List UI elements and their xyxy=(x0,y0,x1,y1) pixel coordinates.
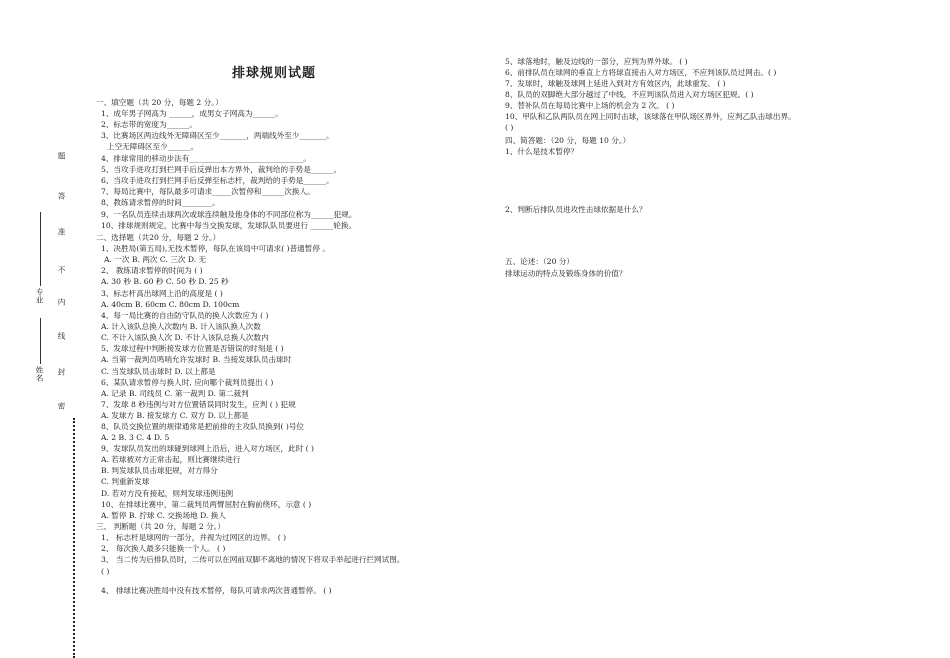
left-line: 1、决胜局(第五局),无技术暂停，每队在该局中可请求( )普通暂停 。 xyxy=(101,244,330,253)
left-line: 2、标志带的宽度为______。 xyxy=(101,120,197,129)
left-line: 7、发球 8 秒违例与对方位置错误同时发生，应判 ( ) 犯规 xyxy=(101,400,296,409)
left-line: 2、 每次换人最多只能换一个人。 ( ) xyxy=(101,544,226,553)
right-line: 10、甲队和乙队两队员在网上同时击球，该球落在甲队场区界外，应判乙队击球出界。 xyxy=(505,112,796,121)
left-line: B. 判发球队员击球犯规，对方得分 xyxy=(101,466,218,475)
right-line: 1、什么是技术暂停？ xyxy=(505,147,579,156)
left-line: 10、排球规则规定，比赛中每当交换发球，发球队队员要进行 ______轮换。 xyxy=(101,221,357,230)
left-line: A. 40cm B. 60cm C. 80cm D. 100cm xyxy=(101,300,240,309)
left-line: A. 若球被对方正常击起，则比赛继续进行 xyxy=(101,455,241,464)
right-line: 四、简答题：（20 分，每题 10 分。） xyxy=(505,136,631,145)
right-line: 5、球落地时，触及边线的一部分，应判为界外球。 ( ) xyxy=(505,57,688,66)
right-line: 8、队员的双脚绝大部分越过了中线，不应判该队员进入对方场区犯规。( ) xyxy=(505,90,754,99)
left-line: 8、教练请求暂停的时间________。 xyxy=(101,198,220,207)
left-line: A. 当第一裁判员鸣哨允许发球时 B. 当接发球队员击球时 xyxy=(101,355,292,364)
right-line: 排球运动的特点及锻炼身体的价值？ xyxy=(505,269,627,278)
left-line: 三、 判断题（共 20 分，每题 2 分。） xyxy=(96,522,226,531)
left-line: 4、 排球比赛决胜局中没有技术暂停，每队可请求两次普通暂停。 ( ) xyxy=(101,586,332,595)
left-line: 8、队员交换位置的规律通常是把前排的主攻队员换到( )号位 xyxy=(101,422,305,431)
right-line: 7、发球时，球触及球网上延进入到对方有效区内，此球重发。 ( ) xyxy=(505,79,726,88)
left-line: 2、 教练请求暂停的时间为 ( ) xyxy=(101,266,203,275)
right-line: ( ) xyxy=(505,123,514,132)
seal-char-5: 内 xyxy=(57,298,66,306)
left-line: A. 发球方 B. 接发球方 C. 双方 D. 以上都是 xyxy=(101,411,249,420)
major-field-line xyxy=(40,212,41,286)
seal-char-2: 答 xyxy=(57,192,66,200)
left-line: A. 记录 B. 司线员 C. 第一裁判 D. 第二裁判 xyxy=(101,389,249,398)
left-line: A. 2 B. 3 C. 4 D. 5 xyxy=(101,433,170,442)
left-line: 3、比赛场区两边线外无障碍区至少_______，两端线外至少_______。 xyxy=(101,131,334,140)
left-line: A. 一次 B. 两次 C. 三次 D. 无 xyxy=(104,255,207,264)
exam-title: 排球规则试题 xyxy=(232,66,317,81)
seal-char-1: 题 xyxy=(57,152,66,160)
name-label: 姓名 xyxy=(35,366,44,382)
left-line: C. 判重新发球 xyxy=(101,477,150,486)
left-line: 二、选择题（共20 分，每题 2 分。） xyxy=(96,233,221,242)
left-line: 3、 当二传为后排队员时，二传可以在网前双脚不离地的情况下将双手举起进行拦网试图。 xyxy=(101,555,405,564)
right-line: 6、前排队员在球网的垂直上方将球直接击入对方场区，不应判该队员过网击。( ) xyxy=(505,68,777,77)
left-line: A. 30 秒 B. 60 秒 C. 50 秒 D. 25 秒 xyxy=(101,277,229,286)
left-line: 3、标志杆高出球网上沿的高度是 ( ) xyxy=(101,289,223,298)
left-line: 一、填空题（共 20 分，每题 2 分。） xyxy=(96,98,223,107)
left-line: 9、发球队员发出的球碰到球网上沿后，进入对方场区，此时 ( ) xyxy=(101,444,315,453)
name-field-line xyxy=(40,318,41,364)
left-line: 7、每局比赛中，每队最多可请求_____次暂停和______次换人。 xyxy=(101,187,315,196)
left-line: 1、成年男子网高为 ______，成男女子网高为______。 xyxy=(101,109,283,118)
left-line: A. 暂停 B. 拧球 C. 交换场地 D. 换人 xyxy=(101,511,226,520)
left-line: C. 不计入该队换人次 D. 不计入该队总换人次数内 xyxy=(101,333,269,342)
left-line: 上空无障碍区至少______。 xyxy=(107,142,199,151)
left-line: D. 若对方没有接起，则判发球违例违例 xyxy=(101,489,234,498)
left-line: 6、当攻手进攻打到拦网手后反弹至标志杆，裁判给的手势是______。 xyxy=(101,176,334,185)
left-line: 5、发球过程中判断接发球方位置是否错误的时刻是 ( ) xyxy=(101,344,284,353)
left-line: 1、 标志杆是球网的一部分，并视为过网区的边界。 ( ) xyxy=(101,533,287,542)
seal-char-6: 线 xyxy=(57,332,66,340)
left-line: 9、一名队员连续击球两次或球连续触及他身体的不同部位称为______犯规。 xyxy=(101,210,357,219)
left-line: C. 当发球队员击球时 D. 以上都是 xyxy=(101,367,216,376)
seal-char-3: 准 xyxy=(57,228,66,236)
left-line: 4、每一局比赛的自由防守队员的换人次数应为 ( ) xyxy=(101,311,269,320)
left-line: 6、某队请求暂停与换人时, 应向哪个裁判员提出 ( ) xyxy=(101,378,274,387)
seal-char-8: 密 xyxy=(57,402,66,410)
left-line: 10、在排球比赛中，第二裁判员两臂屈肘在胸前绕环，示意 ( ) xyxy=(101,500,312,509)
seal-char-4: 不 xyxy=(57,266,66,274)
left-line: 5、当攻手进攻打到拦网手后反弹出本方界外，裁判给的手势是______。 xyxy=(101,165,342,174)
right-line: 2、判断后排队员进攻性击球依据是什么？ xyxy=(505,205,647,214)
left-line: ( ) xyxy=(101,567,110,576)
left-line: A. 计入该队总换人次数内 B. 计入该队换人次数 xyxy=(101,322,261,331)
right-line: 五、论述：（20 分） xyxy=(505,257,575,266)
major-label: 专业 xyxy=(35,288,44,304)
seal-char-7: 封 xyxy=(57,368,66,376)
right-line: 9、替补队员在每局比赛中上场的机会为 2 次。 ( ) xyxy=(505,101,675,110)
binding-dotted-line xyxy=(73,418,75,658)
left-line: 4、排球常用的移动步法有______________________________。 xyxy=(101,154,311,163)
